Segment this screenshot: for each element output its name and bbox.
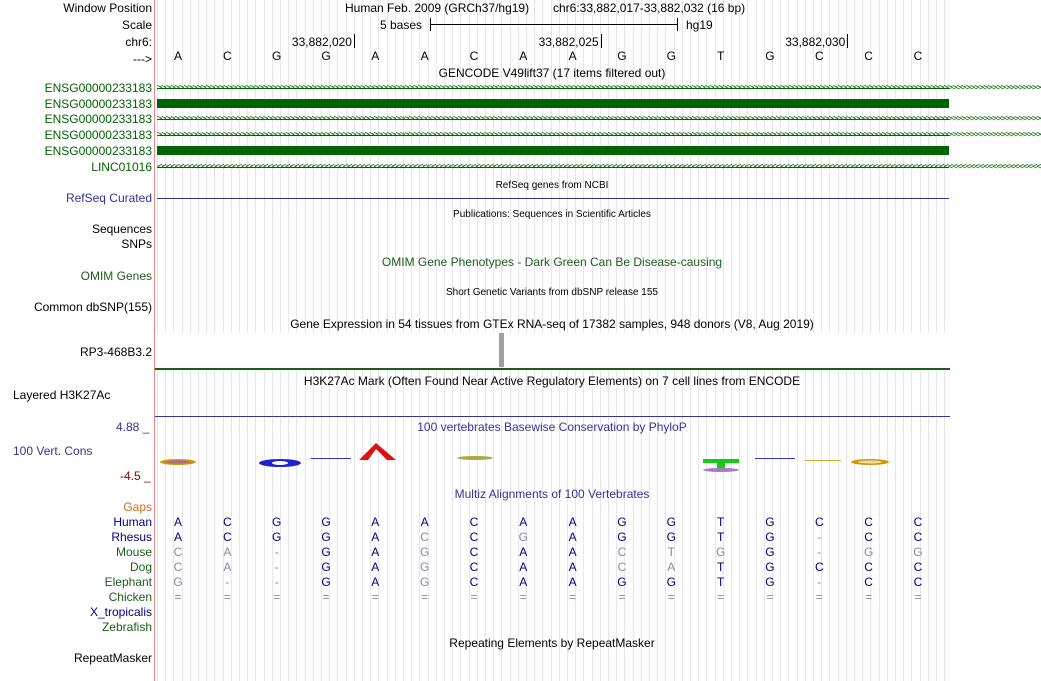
alignment-base: =	[865, 590, 873, 604]
alignment-base: C	[420, 530, 429, 544]
alignment-base: =	[223, 590, 231, 604]
multiz-title: Multiz Alignments of 100 Vertebrates	[454, 487, 650, 501]
species-label[interactable]: Chicken	[108, 590, 152, 604]
ruler-tick	[354, 34, 355, 48]
alignment-base: T	[716, 560, 725, 574]
scale-label: Scale	[121, 18, 152, 32]
alignment-base: G	[518, 530, 528, 544]
alignment-base: C	[913, 530, 923, 544]
gtex-box	[155, 333, 950, 367]
gencode-item-label[interactable]: ENSG00000233183	[44, 144, 152, 158]
alignment-base: =	[470, 590, 478, 604]
alignment-base: =	[421, 590, 429, 604]
alignment-base: C	[469, 575, 479, 589]
alignment-base: -	[817, 545, 822, 559]
scale-text: 5 bases	[380, 18, 423, 32]
sequence-base: C	[222, 49, 232, 63]
alignment-base: G	[321, 530, 331, 544]
alignment-base: G	[271, 515, 282, 529]
alignment-base: =	[766, 590, 774, 604]
logo-c-7	[457, 456, 493, 460]
gtex-bar	[499, 333, 504, 367]
alignment-base: =	[371, 590, 379, 604]
gene-exon-bar[interactable]	[157, 99, 949, 108]
alignment-base: =	[519, 590, 527, 604]
alignment-base: -	[817, 575, 822, 589]
alignment-base: -	[274, 575, 279, 589]
alignment-base: A	[667, 560, 676, 574]
alignment-base: =	[174, 590, 182, 604]
alignment-base: C	[222, 530, 232, 544]
alignment-base: C	[913, 575, 923, 589]
publications-title: Publications: Sequences in Scientific Articles	[453, 209, 651, 220]
alignment-base: A	[568, 530, 577, 544]
sequences-label[interactable]: Sequences	[91, 222, 152, 236]
alignment-base: A	[519, 515, 528, 529]
alignment-base: G	[419, 545, 430, 559]
species-label[interactable]: Human	[113, 515, 152, 529]
sequence-base: G	[666, 49, 676, 63]
alignment-base: A	[420, 515, 429, 529]
dbsnp-label[interactable]: Common dbSNP(155)	[33, 300, 152, 314]
alignment-base: G	[666, 575, 676, 589]
sequence-base: A	[519, 49, 528, 63]
sequence-base: A	[371, 49, 380, 63]
snps-label[interactable]: SNPs	[121, 237, 152, 251]
alignment-base: C	[617, 545, 627, 559]
alignment-base: G	[715, 545, 726, 559]
alignment-base: C	[864, 530, 873, 544]
species-label[interactable]: Dog	[129, 560, 152, 574]
logo-g-3-inner	[272, 461, 288, 465]
alignment-base: =	[667, 590, 675, 604]
species-label[interactable]: Elephant	[104, 575, 152, 589]
alignment-base: A	[568, 545, 577, 559]
omim-label[interactable]: OMIM Genes	[80, 269, 152, 283]
logo-c-16-inner	[858, 461, 882, 464]
alignment-base: -	[274, 560, 279, 574]
alignment-base: G	[617, 530, 627, 544]
alignment-base: C	[814, 560, 824, 574]
alignment-base: A	[519, 575, 528, 589]
scale-bar-left-tick	[430, 18, 431, 31]
alignment-base: A	[371, 560, 380, 574]
species-label[interactable]: Rhesus	[111, 530, 152, 544]
gaps-label[interactable]: Gaps	[123, 500, 152, 514]
alignment-base: G	[321, 515, 331, 529]
species-label[interactable]: X_tropicalis	[89, 605, 152, 619]
sequence-base: G	[271, 49, 282, 63]
scale-bar	[430, 24, 678, 25]
gencode-item-label[interactable]: ENSG00000233183	[44, 112, 152, 126]
alignment-base: A	[568, 515, 577, 529]
alignment-base: C	[469, 545, 479, 559]
alignment-base: A	[371, 515, 380, 529]
sequence-base: G	[321, 49, 331, 63]
gene-exon-bar[interactable]	[157, 146, 949, 155]
ruler-tick-label: 33,882,030	[785, 35, 846, 49]
sequence-base: C	[469, 49, 479, 63]
strand-arrows-right: >>>>>>>>>>>>>>>>>>>>>>>>>>>>>>>>>>>>>>>>>>>>>>>>>>>>>>>>>>>>>>>>>>>>>>>>>>>>>>>>>>>>>>>>>>>>>>>>>>>>>>>>>>>>>>>>>>>>>>>>>>>>>>>>>>>>>>>>>>>>>>>>>>>>>>>>>>>>>>>>>>>>>>>>>>>>>>>>>>>>>>>>>>>>>>>>>>>>>>>>	[157, 83, 1041, 93]
alignment-base: G	[617, 515, 627, 529]
alignment-base: A	[568, 560, 577, 574]
alignment-base: T	[716, 530, 725, 544]
omim-title: OMIM Gene Phenotypes - Dark Green Can Be Disease-causing	[381, 255, 723, 269]
scale-db: hg19	[686, 18, 713, 32]
alignment-base: C	[469, 560, 479, 574]
alignment-base: G	[666, 530, 676, 544]
sequence-base: A	[173, 49, 183, 63]
gtex-title: Gene Expression in 54 tissues from GTEx RNA-seq of 17382 samples, 948 donors (V8, Aug 2019)	[290, 317, 814, 331]
logo-c-1-inner	[166, 461, 190, 464]
species-label[interactable]: Mouse	[115, 545, 152, 559]
position-text: chr6:33,882,017-33,882,032 (16 bp)	[553, 1, 746, 15]
alignment-base: C	[864, 575, 873, 589]
alignment-base: G	[321, 560, 331, 574]
logo-t-12-under	[703, 468, 739, 472]
logo-a-4-bar	[311, 458, 351, 459]
alignment-base: =	[914, 590, 922, 604]
strand-label: --->	[133, 52, 152, 66]
refseq-label[interactable]: RefSeq Curated	[65, 191, 152, 205]
alignment-base: C	[617, 560, 627, 574]
gencode-item-label[interactable]: ENSG00000233183	[44, 97, 152, 111]
alignment-base: C	[469, 530, 479, 544]
ruler-tick	[847, 34, 848, 48]
alignment-base: T	[716, 515, 725, 529]
alignment-base: A	[519, 560, 528, 574]
alignment-base: G	[271, 530, 282, 544]
alignment-base: G	[765, 530, 775, 544]
alignment-base: A	[371, 530, 380, 544]
phylop-logo	[155, 440, 950, 480]
alignment-base: C	[173, 545, 183, 559]
alignment-base: C	[469, 515, 479, 529]
h3k27ac-baseline	[155, 416, 950, 417]
alignment-base: -	[225, 575, 230, 589]
alignment-base: G	[913, 545, 923, 559]
alignment-base: =	[569, 590, 577, 604]
alignment-base: -	[817, 530, 822, 544]
refseq-line	[157, 198, 949, 199]
sequence-base: A	[420, 49, 429, 63]
strand-arrows-right: >>>>>>>>>>>>>>>>>>>>>>>>>>>>>>>>>>>>>>>>>>>>>>>>>>>>>>>>>>>>>>>>>>>>>>>>>>>>>>>>>>>>>>>>>>>>>>>>>>>>>>>>>>>>>>>>>>>>>>>>>>>>>>>>>>>>>>>>>>>>>>>>>>>>>>>>>>>>>>>>>>>>>>>>>>>>>>>>>>>>>>>>>>>>>>>>>>>>>>>>	[157, 114, 1041, 124]
gencode-title: GENCODE V49lift37 (17 items filtered out)	[438, 66, 666, 80]
alignment-base: G	[321, 575, 331, 589]
strand-arrows-left: <<<<<<<<<<<<<<<<<<<<<<<<<<<<<<<<<<<<<<<<<<<<<<<<<<<<<<<<<<<<<<<<<<<<<<<<<<<<<<<<<<<<<<<<<<<<<<<<<<<<<<<<<<<<<<<<<<<<<<<<<<<<<<<<<<<<<<<<<<<<<<<<<<<<<<<<<<<<<<<<<<<<<<<<<<<<<<<<<<<<<<<<<<<<<<<<<<<<<<<<	[157, 162, 1041, 172]
alignment-base: G	[321, 545, 331, 559]
alignment-base: G	[863, 545, 874, 559]
repeatmasker-label[interactable]: RepeatMasker	[73, 651, 152, 665]
sequence-base: G	[617, 49, 627, 63]
alignment-base: =	[273, 590, 281, 604]
alignment-base: A	[371, 575, 380, 589]
sequence-base: C	[913, 49, 923, 63]
sequence-base: G	[765, 49, 775, 63]
alignment-base: T	[716, 575, 725, 589]
window-position-label: Window Position	[63, 1, 152, 15]
alignment-base: G	[765, 545, 775, 559]
dbsnp-title: Short Genetic Variants from dbSNP release 155	[446, 287, 658, 298]
alignment-base: A	[223, 560, 232, 574]
alignment-base: =	[717, 590, 725, 604]
sequence-base: T	[716, 49, 725, 63]
alignment-base: A	[519, 545, 528, 559]
phylop-title: 100 vertebrates Basewise Conservation by PhyloP	[417, 420, 687, 434]
alignment-base: G	[765, 575, 775, 589]
scale-bar-right-tick	[677, 18, 678, 31]
h3k27ac-title: H3K27Ac Mark (Often Found Near Active Regulatory Elements) on 7 cell lines from ENCODE	[303, 374, 801, 388]
alignment-base: C	[814, 515, 824, 529]
sequence-base: A	[568, 49, 577, 63]
chrom-label: chr6:	[125, 35, 152, 49]
ruler-tick	[601, 34, 602, 48]
alignment-base: A	[173, 530, 183, 544]
phylop-label[interactable]: 100 Vert. Cons	[13, 444, 93, 458]
alignment-base: A	[173, 515, 183, 529]
alignment-base: G	[765, 560, 775, 574]
alignment-base: T	[667, 545, 675, 559]
alignment-base: A	[568, 575, 577, 589]
alignment-base: -	[274, 545, 279, 559]
ruler-tick-label: 33,882,020	[291, 35, 352, 49]
alignment-base: C	[864, 560, 873, 574]
sequence-base: C	[864, 49, 873, 63]
alignment-base: A	[223, 545, 232, 559]
alignment-base: G	[765, 515, 775, 529]
alignment-base: C	[222, 515, 232, 529]
alignment-base: G	[419, 575, 430, 589]
logo-c-14-bar	[805, 460, 841, 461]
strand-arrows-right: >>>>>>>>>>>>>>>>>>>>>>>>>>>>>>>>>>>>>>>>>>>>>>>>>>>>>>>>>>>>>>>>>>>>>>>>>>>>>>>>>>>>>>>>>>>>>>>>>>>>>>>>>>>>>>>>>>>>>>>>>>>>>>>>>>>>>>>>>>>>>>>>>>>>>>>>>>>>>>>>>>>>>>>>>>>>>>>>>>>>>>>>>>>>>>>>>>>>>>>>	[157, 130, 1041, 140]
refseq-title: RefSeq genes from NCBI	[495, 180, 609, 191]
h3k27ac-label[interactable]: Layered H3K27Ac	[13, 388, 111, 402]
alignment-base: =	[815, 590, 823, 604]
alignment-base: C	[913, 560, 923, 574]
alignment-base: G	[666, 515, 676, 529]
sequence-base: C	[814, 49, 824, 63]
species-label[interactable]: Zebrafish	[101, 620, 152, 634]
gencode-item-label[interactable]: ENSG00000233183	[44, 81, 152, 95]
repeatmasker-title: Repeating Elements by RepeatMasker	[449, 636, 655, 650]
phylop-ymin: -4.5 _	[120, 469, 151, 483]
alignment-base: C	[173, 560, 183, 574]
alignment-base: G	[617, 575, 627, 589]
gtex-baseline	[155, 368, 950, 370]
gencode-item-label[interactable]: ENSG00000233183	[44, 128, 152, 142]
ruler-tick-label: 33,882,025	[538, 35, 599, 49]
gtex-label[interactable]: RP3-468B3.2	[79, 345, 152, 359]
alignment-base: C	[913, 515, 923, 529]
logo-a-5	[359, 443, 396, 460]
assembly-text: Human Feb. 2009 (GRCh37/hg19)	[345, 1, 530, 15]
alignment-base: G	[173, 575, 183, 589]
alignment-base: A	[371, 545, 380, 559]
gencode-item-label[interactable]: LINC01016	[91, 160, 152, 174]
phylop-ymax: 4.88 _	[116, 420, 150, 434]
alignment-base: C	[864, 515, 873, 529]
alignment-base: G	[419, 560, 430, 574]
logo-g-13-bar	[755, 458, 795, 459]
alignment-base: =	[322, 590, 330, 604]
alignment-base: =	[618, 590, 626, 604]
